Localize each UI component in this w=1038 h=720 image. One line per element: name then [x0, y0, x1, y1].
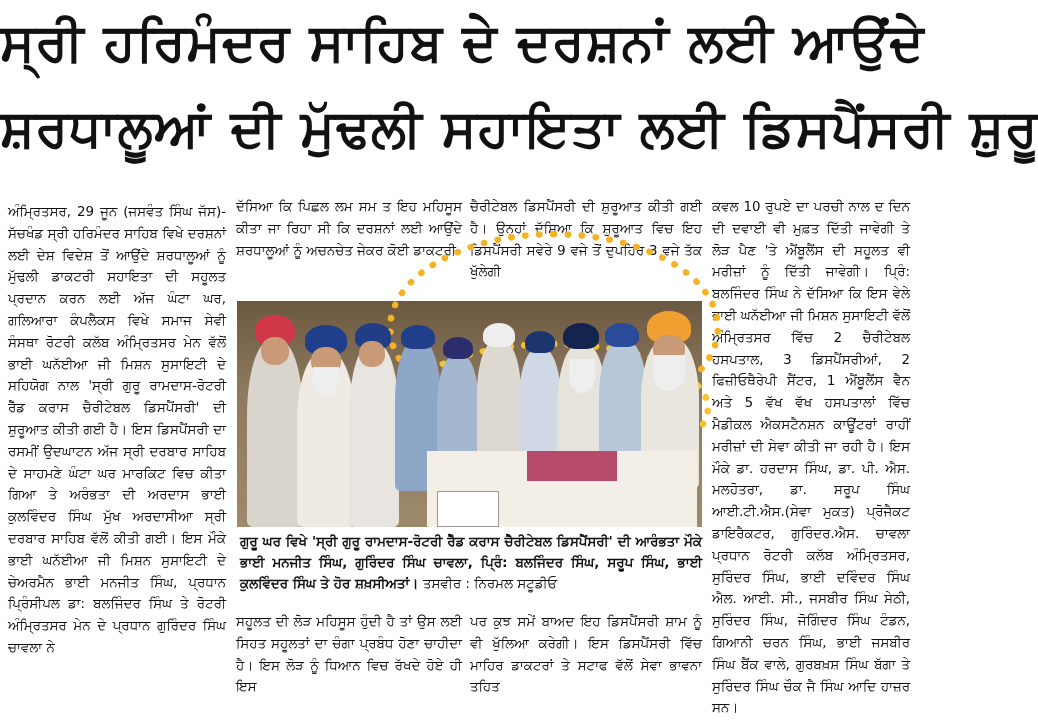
medicine-boxes [527, 451, 617, 481]
article-column-1 [8, 202, 226, 714]
person [247, 341, 303, 527]
article-text: ਪਰ ਕੁਝ ਸਮੇਂ ਬਾਅਦ ਇਹ ਡਿਸਪੈਂਸਰੀ ਸ਼ਾਮ ਨੂੰ ਵੀ ਖੁੱਲਿਆ ਕਰੇਗੀ। ਇਸ ਡਿਸਪੈਂਸਰੀ ਵਿੱਚ ਮਾਹਿਰ ਡਾਕਟਰਾਂ ਤੇ ਸਟਾਫ ਵੱਲੋਂ ਸੇਵਾ ਭਾਵਨਾ ਤਹਿਤ [470, 615, 702, 696]
face [359, 341, 385, 367]
photo-caption [240, 532, 702, 595]
beard [569, 359, 595, 393]
turban [483, 323, 515, 347]
article-text: ਸਹੂਲਤ ਦੀ ਲੋੜ ਮਹਿਸੂਸ ਹੁੰਦੀ ਹੈ ਤਾਂ ਉਸ ਲਈ ਸਿਹਤ ਸਹੂਲਤਾਂ ਦਾ ਚੰਗਾ ਪ੍ਰਬੰਧ ਹੋਣਾ ਚਾਹੀਦਾ ਹੈ। ਇਸ ਲੋੜ ਨੂੰ ਧਿਆਨ ਵਿਚ ਰੱਖਦੇ ਹੋਏ ਹੀ ਇਸ [236, 615, 462, 696]
article-column-4 [712, 197, 910, 717]
headline-line-1: ਸ੍ਰੀ ਹਰਿਮੰਦਰ ਸਾਹਿਬ ਦੇ ਦਰਸ਼ਨਾਂ ਲਈ ਆਉਂਦੇ [0, 13, 925, 73]
turban [563, 323, 599, 349]
photo-credit: ਤਸਵੀਰ : ਨਿਰਮਲ ਸਟੂਡੀਓ [422, 577, 558, 592]
turban [605, 323, 639, 347]
face [261, 337, 289, 365]
turban [443, 337, 473, 359]
beard [653, 355, 685, 391]
caption-text: ਗੁਰੂ ਘਰ ਵਿਖੇ 'ਸ੍ਰੀ ਗੁਰੂ ਰਾਮਦਾਸ-ਰੋਟਰੀ ਰੈੱਡ ਕਰਾਸ ਚੈਰੀਟੇਬਲ ਡਿਸਪੈਂਸਰੀ' ਦੀ ਆਰੰਭਤਾ ਮੌਕੇ ਭਾਈ ਮਨਜੀਤ ਸਿੰਘ, ਗੁਰਿੰਦਰ ਸਿੰਘ ਚਾਵਲਾ, ਪ੍ਰਿੰ: ਬਲਜਿੰਦਰ ਸਿੰਘ, ਸਰੂਪ ਸਿੰਘ, ਭਾਈ ਕੁਲਵਿੰਦਰ ਸਿੰਘ ਤੇ ਹੋਰ ਸ਼ਖ਼ਸੀਅਤਾਂ। [240, 535, 702, 592]
article-column-3-bottom [470, 612, 702, 714]
article-text: ਅੰਮ੍ਰਿਤਸਰ, 29 ਜੂਨ (ਜਸਵੰਤ ਸਿੰਘ ਜੱਸ)-ਸੱਚਖੰਡ ਸ੍ਰੀ ਹਰਿਮੰਦਰ ਸਾਹਿਬ ਵਿਖੇ ਦਰਸ਼ਨਾਂ ਲਈ ਦੇਸ਼ ਵਿਦੇਸ਼ ਤੋਂ ਆਉਂਦੇ ਸ਼ਰਧਾਲੂਆਂ ਨੂੰ ਮੁੱਢਲੀ ਡਾਕਟਰੀ ਸਹਾਇਤਾ ਦੀ ਸਹੂਲਤ ਪ੍ਰਦਾਨ ਕਰਨ ਲਈ ਅੱਜ ਘੰਟਾ ਘਰ, ਗਲਿਆਰਾ ਕੰਪਲੈਕਸ ਵਿਖੇ ਸਮਾਜ ਸੇਵੀ ਸੰਸਥਾ ਰੋਟਰੀ ਕਲੱਬ ਅੰਮ੍ਰਿਤਸਰ ਮੇਨ ਵੱਲੋਂ ਭਾਈ ਘਨੱਈਆ ਜੀ ਮਿਸ਼ਨ ਸੁਸਾਇਟੀ ਦੇ ਸਹਿਯੋਗ ਨਾਲ 'ਸ੍ਰੀ ਗੁਰੂ ਰਾਮਦਾਸ-ਰੋਟਰੀ ਰੈੱਡ ਕਰਾਸ ਚੈਰੀਟੇਬਲ ਡਿਸਪੈਂਸਰੀ' ਦੀ ਸ਼ੁਰੂਆਤ ਕੀਤੀ ਗਈ ਹੈ। ਇਸ ਡਿਸਪੈਂਸਰੀ ਦਾ ਰਸਮੀਂ ਉਦਘਾਟਨ ਅੱਜ ਸ੍ਰੀ ਦਰਬਾਰ ਸਾਹਿਬ ਦੇ ਸਾਹਮਣੇ ਘੰਟਾ ਘਰ ਮਾਰਕਿਟ ਵਿਚ ਕੀਤਾ ਗਿਆ ਤੇ ਅਰੰਭਤਾ ਦੀ ਅਰਦਾਸ ਭਾਈ ਕੁਲਵਿੰਦਰ ਸਿੰਘ ਮੁੱਖ ਅਰਦਾਸੀਆ ਸ੍ਰੀ ਦਰਬਾਰ ਸਾਹਿਬ ਵੱਲੋਂ ਕੀਤੀ ਗਈ। ਇਸ ਮੌਕੇ ਭਾਈ ਘਨੱਈਆ ਜੀ ਮਿਸ਼ਨ ਸੁਸਾਇਟੀ ਦੇ ਚੇਅਰਮੈਨ ਭਾਈ ਮਨਜੀਤ ਸਿੰਘ, ਪ੍ਰਧਾਨ ਪ੍ਰਿੰਸੀਪਲ ਡਾ: ਬਲਜਿੰਦਰ ਸਿੰਘ ਤੇ ਰੋਟਰੀ ਅੰਮ੍ਰਿਤਸਰ ਮੇਨ ਦੇ ਪ੍ਰਧਾਨ ਗੁਰਿੰਦਰ ਸਿੰਘ ਚਾਵਲਾ ਨੇ [8, 205, 226, 656]
news-photo [237, 301, 702, 527]
article-column-2-bottom [236, 612, 462, 714]
article-text: ਚੈਰੀਟੇਬਲ ਡਿਸਪੈਂਸਰੀ ਦੀ ਸ਼ੁਰੂਆਤ ਕੀਤੀ ਗਈ ਹੈ। ਉਨ੍ਹਾਂ ਦੱਸਿਆ ਕਿ ਸ਼ੁਰੂਆਤ ਵਿਚ ਇਹ ਡਿਸਪੈਂਸਰੀ ਸਵੇਰੇ 9 ਵਜੇ ਤੋਂ ਦੁਪਹਿਰ 3 ਵਜੇ ਤੱਕ ਖੁੱਲੇਗੀ [470, 200, 702, 281]
person [349, 345, 399, 527]
article-text: ਕਵਲ 10 ਰੁਪਏ ਦਾ ਪਰਚੀ ਨਾਲ ਦ ਦਿਨ ਦੀ ਦਵਾਈ ਵੀ ਮੁਫ਼ਤ ਦਿੱਤੀ ਜਾਵੇਗੀ ਤੇ ਲੋੜ ਪੈਣ 'ਤੇ ਐਂਬੂਲੈਂਸ ਦੀ ਸਹੂਲਤ ਵੀ ਮਰੀਜ਼ਾਂ ਨੂੰ ਦਿੱਤੀ ਜਾਵੇਗੀ। ਪ੍ਰਿੰ: ਬਲਜਿੰਦਰ ਸਿੰਘ ਨੇ ਦੱਸਿਆ ਕਿ ਇਸ ਵੇਲੇ ਭਾਈ ਘਨੱਈਆ ਜੀ ਮਿਸ਼ਨ ਸੁਸਾਇਟੀ ਵੱਲੋਂ ਅੰਮ੍ਰਿਤਸਰ ਵਿੱਚ 2 ਚੈਰੀਟੇਬਲ ਹਸਪਤਾਲ, 3 ਡਿਸਪੈਂਸਰੀਆਂ, 2 ਫਿਜ਼ੀਓਥੈਰੇਪੀ ਸੈਂਟਰ, 1 ਐਂਬੂਲੈਂਸ ਵੈਨ ਅਤੇ 5 ਵੱਖ ਵੱਖ ਹਸਪਤਾਲਾਂ ਵਿੱਚ ਮੈਡੀਕਲ ਐਕਸਟੈਨਸ਼ਨ ਕਾਊਂਟਰਾਂ ਰਾਹੀਂ ਮਰੀਜ਼ਾਂ ਦੀ ਸੇਵਾ ਕੀਤੀ ਜਾ ਰਹੀ ਹੈ। ਇਸ ਮੌਕੇ ਡਾ. ਹਰਦਾਸ ਸਿੰਘ, ਡਾ. ਪੀ. ਐਸ. ਮਲਹੋਤਰਾ, ਡਾ. ਸਰੂਪ ਸਿੰਘ ਆਈ.ਟੀ.ਐਸ.(ਸੇਵਾ ਮੁਕਤ) ਪ੍ਰੋਜੈਕਟ ਡਾਇਰੈਕਟਰ, ਗੁਰਿੰਦਰ.ਐਸ. ਚਾਵਲਾ ਪ੍ਰਧਾਨ ਰੋਟਰੀ ਕਲੱਬ ਅੰਮ੍ਰਿਤਸਰ, ਸੁਰਿੰਦਰ ਸਿੰਘ, ਭਾਈ ਦਵਿੰਦਰ ਸਿੰਘ ਐਲ. ਆਈ. ਸੀ., ਜਸਬੀਰ ਸਿੰਘ ਸੇਠੀ, ਸੁਰਿੰਦਰ ਸਿੰਘ, ਜੋਗਿੰਦਰ ਸਿੰਘ ਟੰਡਨ, ਗਿਆਨੀ ਚਰਨ ਸਿੰਘ, ਭਾਈ ਜਸਬੀਰ ਸਿੰਘ ਬੈਂਕ ਵਾਲੇ, ਗੁਰਬਖ਼ਸ਼ ਸਿੰਘ ਬੱਗਾ ਤੇ ਸੁਰਿੰਦਰ ਸਿੰਘ ਚੌਕ ਜੈ ਸਿੰਘ ਆਦਿ ਹਾਜ਼ਰ ਸਨ। [712, 200, 910, 717]
article-text: ਦੱਸਿਆ ਕਿ ਪਿਛਲ ਲਮ ਸਮ ਤ ਇਹ ਮਹਿਸੂਸ ਕੀਤਾ ਜਾ ਰਿਹਾ ਸੀ ਕਿ ਦਰਸ਼ਨਾਂ ਲਈ ਆਉਂਦੇ ਸ਼ਰਧਾਲੂਆਂ ਨੂੰ ਅਚਨਚੇਤ ਜੇਕਰ ਕੋਈ ਡਾਕਟਰੀ [236, 200, 462, 259]
sign-board [437, 491, 499, 527]
turban [401, 325, 435, 349]
turban [525, 331, 555, 353]
headline-line-2: ਸ਼ਰਧਾਲੂਆਂ ਦੀ ਮੁੱਢਲੀ ਸਹਾਇਤਾ ਲਈ ਡਿਸਪੈਂਸਰੀ ਸ਼ੁਰੂ [0, 99, 1038, 159]
beard [313, 367, 339, 397]
